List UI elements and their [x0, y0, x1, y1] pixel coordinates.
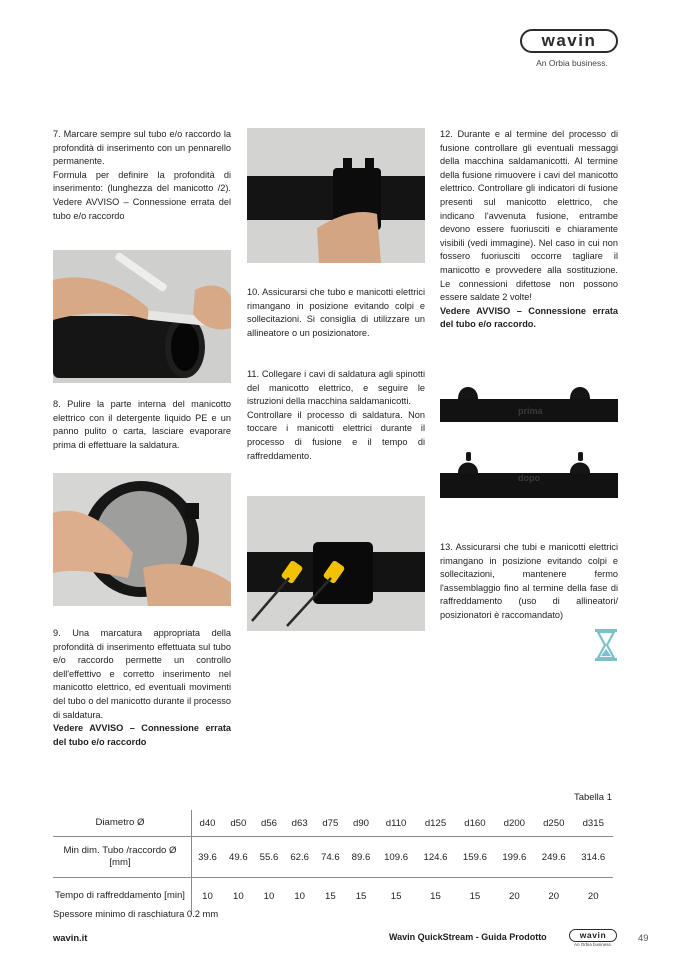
table-cell: 124.6 [416, 837, 455, 878]
table-cell: 249.6 [534, 837, 573, 878]
table-cell: 39.6 [192, 837, 224, 878]
step-9-body: 9. Una marcatura appropriata della profondità di inserimento effettuata sul tubo e/o raccordo permette un controllo dell'effettivo e corretto inserimento nel manicotto elettrico, ed eventuali movimenti del tubo o del manicotto durante il processo di saldatura. [53, 628, 231, 720]
footer-doc-title: Wavin QuickStream - Guida Prodotto [389, 932, 547, 942]
brand-tagline: An Orbia business. [536, 58, 608, 68]
page-number: 49 [638, 932, 649, 943]
step-11-text [247, 368, 425, 463]
scraping-note: Spessore minimo di raschiatura 0.2 mm [53, 908, 219, 919]
table-cell: 15 [390, 890, 402, 902]
step-10-text: 10. Assicurarsi che tubo e manicotti elettrici rimangano in posizione evitando colpi e sollecitazioni. Si consiglia di utilizzare un allineatore o un posizionatore. [247, 287, 425, 338]
spec-table [53, 810, 613, 914]
table-cell: d160 [455, 810, 494, 837]
table-cell: 159.6 [455, 837, 494, 878]
table-cell: d315 [573, 810, 613, 837]
logo-text: wavin [541, 31, 597, 50]
table-cell: d110 [376, 810, 415, 837]
step-11-control: Controllare il processo di saldatura. Non toccare i manicotti elettrici durante il processo di fusione e il tempo di raffreddamento. [247, 409, 425, 461]
table-cell: d50 [223, 810, 254, 837]
table-cell: 199.6 [495, 837, 534, 878]
footer-website: wavin.it [53, 932, 88, 943]
table-cell: d75 [315, 810, 346, 837]
photo-indicator-before [440, 375, 618, 422]
photo-indicator-after [440, 447, 618, 498]
table-cell: 20 [587, 890, 599, 902]
step-7-formula: Formula per definire la profondità di inserimento: (lunghezza del manicotto /2). Vedere AVVISO – Connessione errata del tubo e/o raccordo [53, 169, 231, 221]
step-12-warning: Vedere AVVISO – Connessione errata del tubo e/o raccordo. [440, 305, 618, 330]
table-cell: 49.6 [223, 837, 254, 878]
table-cell: 74.6 [315, 837, 346, 878]
step-7-line: 7. Marcare sempre sul tubo e/o raccordo la profondità di inserimento con un pennarello permanente. [53, 129, 231, 167]
table-cell: 89.6 [346, 837, 377, 878]
table-cell: 20 [509, 890, 520, 902]
table-cell: 15 [469, 890, 481, 902]
label-after: dopo [518, 473, 540, 483]
label-before: prima [518, 406, 543, 416]
table-cell: 10 [294, 890, 306, 902]
table-row [53, 837, 613, 878]
footer-wavin-logo: wavin [569, 929, 617, 942]
row-label: Min dim. Tubo /raccordo Ø [mm] [53, 837, 192, 878]
table-cell: 62.6 [284, 837, 315, 878]
step-8-text: 8. Pulire la parte interna del manicotto elettrico con il detergente liquido PE e un panno pulito o carta, lasciare evaporare prima di effettuare la saldatura. [53, 399, 231, 450]
table-cell: d40 [192, 810, 224, 837]
table-cell: 55.6 [254, 837, 285, 878]
step-13-text: 13. Assicurarsi che tubi e manicotti elettrici rimangano in posizione evitando colpi e sollecitazioni, mantenere fermo l'assemblaggio fino al termine della fase di raffreddamento (uso di allineatori/ posizionatori è raccomandato) [440, 542, 618, 620]
table-row [53, 810, 613, 837]
table-cell: 109.6 [376, 837, 415, 878]
table-cell: 15 [325, 890, 336, 902]
photo-insert-pipe [247, 128, 425, 263]
table-cell: 10 [202, 890, 213, 902]
step-11-connect: 11. Collegare i cavi di saldatura agli spinotti del manicotto elettrico, e seguire le istruzioni della macchina saldamanicotti. [247, 369, 425, 407]
table-caption: Tabella 1 [573, 792, 612, 803]
table-cell: 10 [263, 890, 275, 902]
table-cell: 10 [233, 890, 244, 902]
table-cell: 15 [430, 890, 441, 902]
photo-marking-pipe [53, 250, 231, 383]
table-cell: d125 [416, 810, 455, 837]
table-cell: d200 [495, 810, 534, 837]
photo-cleaning-fitting [53, 473, 231, 606]
row-label: Tempo di raffreddamento [min] [53, 878, 192, 915]
wavin-logo [520, 29, 618, 53]
table-cell: d56 [254, 810, 285, 837]
table-cell: d250 [534, 810, 573, 837]
step-9-warning: Vedere AVVISO – Connessione errata del tubo e/o raccordo [53, 723, 231, 747]
table-cell: 20 [548, 890, 560, 902]
table-cell: 314.6 [573, 837, 613, 878]
table-cell: d90 [346, 810, 377, 837]
step-9-text [53, 627, 231, 749]
table-cell: 15 [355, 890, 367, 902]
step-7-text [53, 128, 231, 223]
step-12-text [440, 128, 618, 332]
footer-logo-tagline: An Orbia business. [573, 942, 613, 947]
step-12-body: 12. Durante e al termine del processo di fusione controllare gli eventuali messaggi della macchina saldamanicotti. Al termine della fusione rimuovere i cavi del manicotto elettrico. Controllare gli indicatori di fusione presenti sul manicotto elettrico, che indicano l'avvenuta fusione, entrambe devono essere fuoriusciti e chiaramente visibili (vedi immagine). Nel caso in cui non fossero fuoriusciti occorre tagliare il manicotto e provvedere alla sostituzione. Le connessioni difettose non possono essere saldate 2 volte! [440, 129, 618, 303]
table-cell: d63 [284, 810, 315, 837]
photo-welding-cables [247, 496, 425, 631]
hourglass-icon [593, 628, 619, 662]
row-label: Diametro Ø [53, 810, 192, 837]
